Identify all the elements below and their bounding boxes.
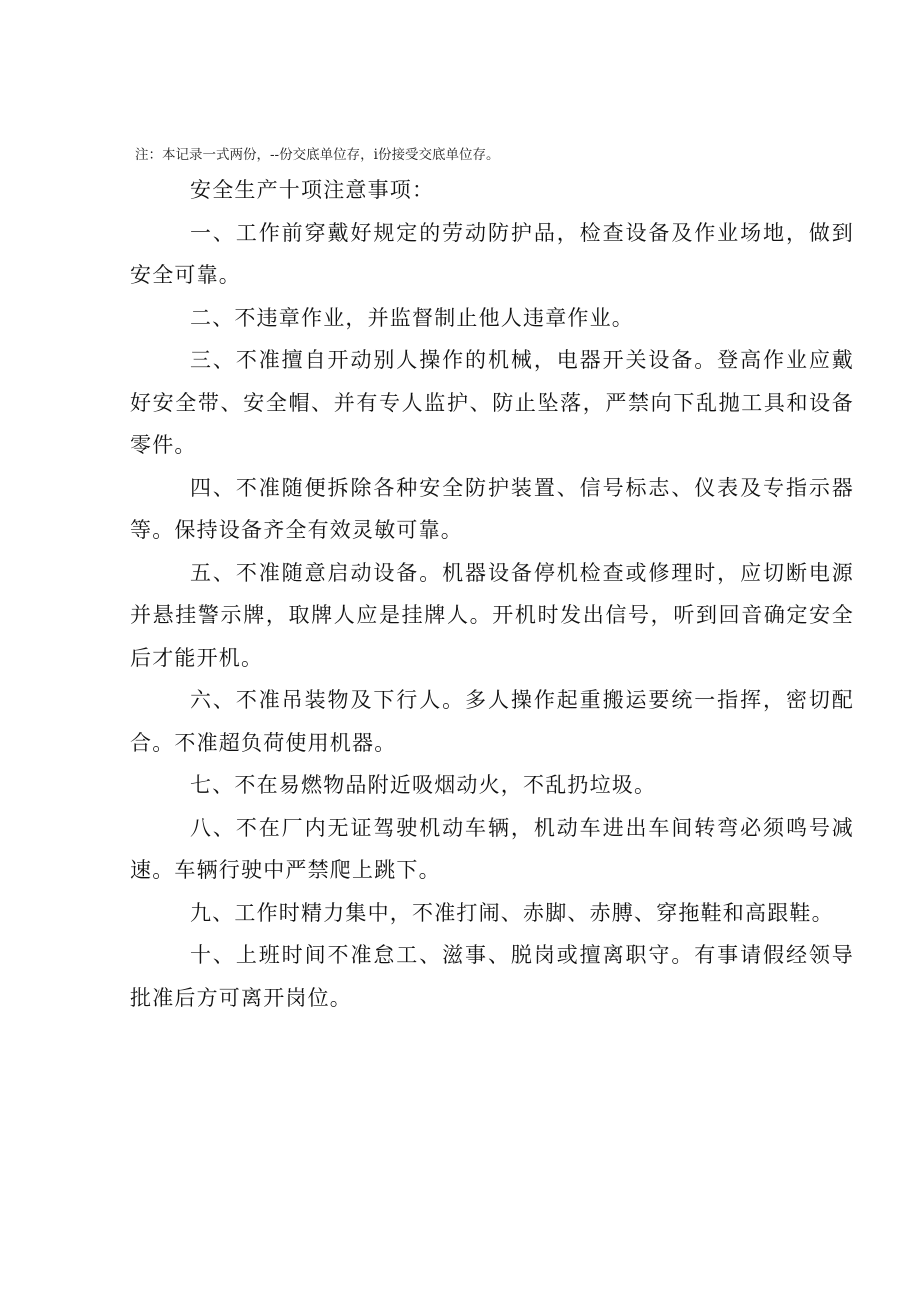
safety-item-2: 二、不违章作业，并监督制止他人违章作业。	[190, 305, 634, 330]
safety-item-10: 十、上班时间不准怠工、滋事、脱岗或擅离职守。有事请假经领导批准后方可离开岗位。	[130, 943, 854, 1010]
safety-content	[130, 169, 854, 1019]
safety-item-4: 四、不准随便拆除各种安全防护装置、信号标志、仪表及专指示器等。保持设备齐全有效灵敏可靠。	[130, 475, 854, 542]
safety-item-5: 五、不准随意启动设备。机器设备停机检查或修理时，应切断电源并悬挂警示牌，取牌人应是挂牌人。开机时发出信号，听到回音确定安全后才能开机。	[130, 560, 854, 670]
section-heading: 安全生产十项注意事项：	[190, 178, 435, 202]
safety-item-9: 九、工作时精力集中，不准打闹、赤脚、赤膊、穿拖鞋和高跟鞋。	[190, 900, 834, 925]
safety-item-3: 三、不准擅自开动别人操作的机械，电器开关设备。登高作业应戴好安全带、安全帽、并有专人监护、防止坠落，严禁向下乱抛工具和设备零件。	[130, 348, 854, 457]
record-note: 注：本记录一式两份，--份交底单位存，i份接受交底单位存。	[135, 147, 500, 163]
safety-item-7: 七、不在易燃物品附近吸烟动火，不乱扔垃圾。	[190, 773, 657, 797]
safety-item-6: 六、不准吊装物及下行人。多人操作起重搬运要统一指挥，密切配合。不准超负荷使用机器。	[130, 688, 854, 755]
safety-item-1: 一、工作前穿戴好规定的劳动防护品，检查设备及作业场地，做到安全可靠。	[130, 220, 854, 287]
safety-item-8: 八、不在厂内无证驾驶机动车辆，机动车进出车间转弯必须鸣号减速。车辆行驶中严禁爬上跳下。	[130, 815, 854, 882]
